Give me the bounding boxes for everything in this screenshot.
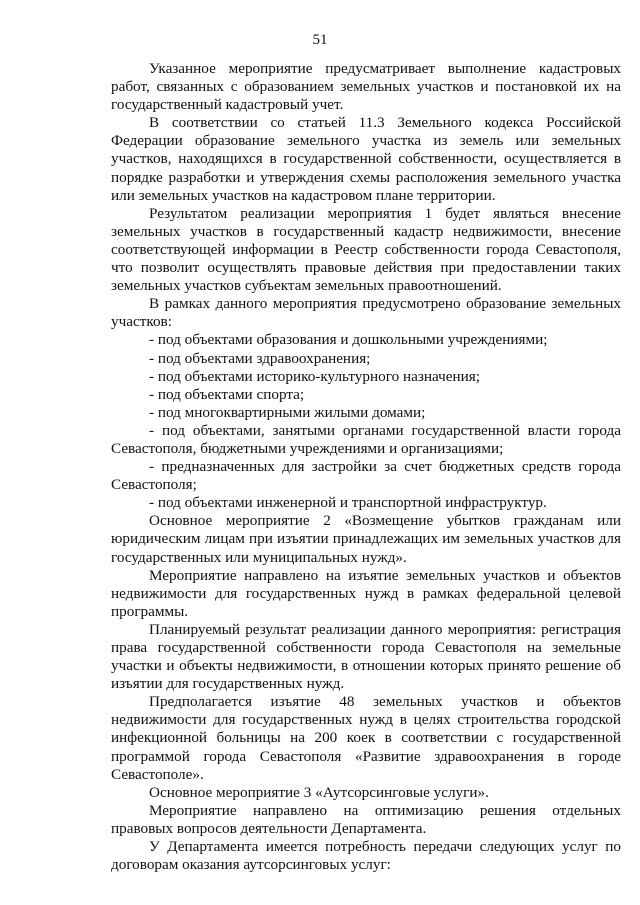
paragraph: У Департамента имеется потребность передачи следующих услуг по договорам оказания аутсорсинговых услуг: xyxy=(111,838,621,874)
paragraph: Основное мероприятие 2 «Возмещение убытков гражданам или юридическим лицам при изъятии принадлежащих им земельных участков для государственных или муниципальных нужд». xyxy=(111,512,621,566)
paragraph: Указанное мероприятие предусматривает выполнение кадастровых работ, связанных с образованием земельных участков и постановкой их на государственный кадастровый учет. xyxy=(111,60,621,114)
paragraph: Результатом реализации мероприятия 1 будет являться внесение земельных участков в государственный кадастр недвижимости, внесение соответствующей информации в Реестр собственности города Севастополя, что позволит осуществлять правовые действия при предоставлении таких земельных участков субъектам земельных правоотношений. xyxy=(111,204,621,295)
paragraph: Мероприятие направлено на изъятие земельных участков и объектов недвижимости для государственных нужд в рамках федеральной целевой программы. xyxy=(111,566,621,620)
paragraph: Мероприятие направлено на оптимизацию решения отдельных правовых вопросов деятельности Департамента. xyxy=(111,801,621,837)
list-item: - под объектами спорта; xyxy=(149,385,305,403)
list-item: - под объектами здравоохранения; xyxy=(149,349,371,367)
list-item: - под объектами историко-культурного назначения; xyxy=(149,367,480,385)
page-number: 51 xyxy=(312,32,328,48)
paragraph: Планируемый результат реализации данного мероприятия: регистрация права государственной собственности города Севастополя на земельные участки и объекты недвижимости, в отношении которых принято решение об изъятии для государственных нужд. xyxy=(111,620,621,693)
paragraph: Предполагается изъятие 48 земельных участков и объектов недвижимости для государственных нужд в целях строительства городской инфекционной больницы на 200 коек в соответствии с государственной программой города Севастополя «Развитие здравоохранения в городе Севастополе». xyxy=(111,693,621,783)
list-item: - под объектами, занятыми органами государственной власти города Севастополя, бюджетными учреждениями и организациями; xyxy=(111,421,621,457)
paragraph: В соответствии со статьей 11.3 Земельного кодекса Российской Федерации образование земельного участка из земель или земельных участков, находящихся в государственной собственности, осуществляется в порядке разработки и утверждения схемы расположения земельного участка или земельных участков на кадастровом плане территории. xyxy=(111,114,621,204)
paragraph: В рамках данного мероприятия предусмотрено образование земельных участков: xyxy=(111,295,621,331)
list-item: - под многоквартирными жилыми домами; xyxy=(149,403,426,421)
list-item: - предназначенных для застройки за счет бюджетных средств города Севастополя; xyxy=(111,458,621,494)
list-item: - под объектами образования и дошкольными учреждениями; xyxy=(149,331,548,349)
paragraph: Основное мероприятие 3 «Аутсорсинговые услуги». xyxy=(149,783,489,801)
list-item: - под объектами инженерной и транспортной инфраструктур. xyxy=(149,494,547,512)
document-body xyxy=(111,60,621,874)
